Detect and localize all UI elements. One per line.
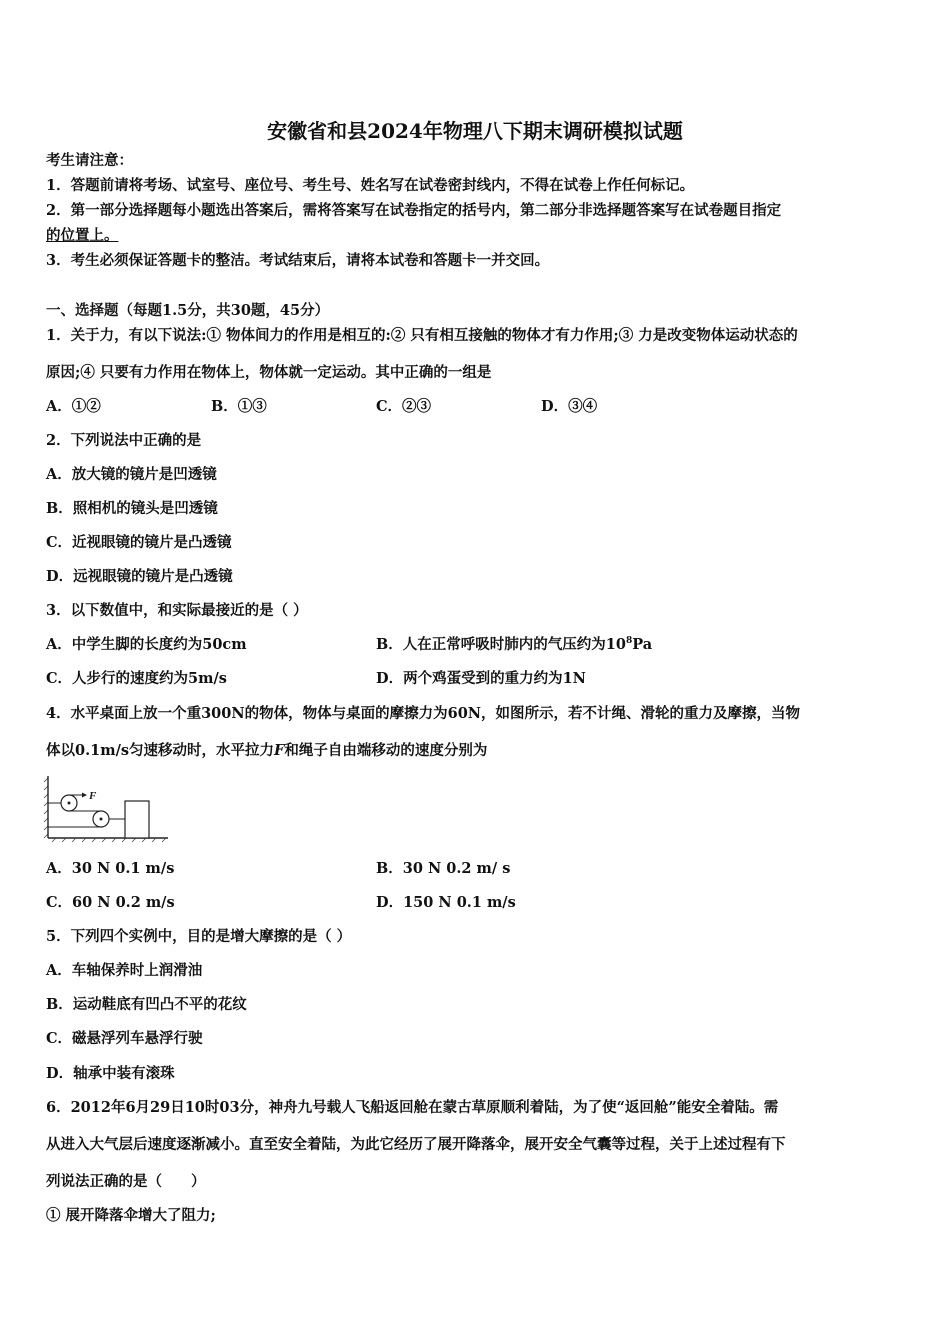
q4-option-a: A．30 N 0.1 m/s [46, 860, 175, 877]
q5-option-c: C．磁悬浮列车悬浮行驶 [46, 1030, 203, 1047]
page-title: 安徽省和县2024年物理八下期末调研模拟试题 [267, 119, 683, 143]
q1-option-a: A．①② [46, 398, 101, 415]
block [125, 801, 149, 838]
section-heading: 一、选择题（每题1.5分，共30题，45分） [46, 302, 330, 319]
notice-item-1: 1．答题前请将考场、试室号、座位号、考生号、姓名写在试卷密封线内，不得在试卷上作任何标记。 [46, 177, 695, 194]
q4-option-d: D．150 N 0.1 m/s [376, 894, 516, 911]
q5-option-b: B．运动鞋底有凹凸不平的花纹 [46, 996, 247, 1013]
q5-option-a: A．车轴保养时上润滑油 [46, 962, 203, 979]
q1-stem-line2: 原因;④ 只要有力作用在物体上，物体就一定运动。其中正确的一组是 [46, 364, 492, 381]
q4-option-b: B．30 N 0.2 m/ s [376, 860, 511, 877]
notice-item-2-cont: 的位置上。 [46, 227, 119, 244]
q6-stem-line2: 从进入大气层后速度逐渐减小。直至安全着陆，为此它经历了展开降落伞，展开安全气囊等过程，关于上述过程有下 [46, 1136, 786, 1153]
q3-option-a: A．中学生脚的长度约为50cm [46, 636, 247, 653]
q6-item-1: ① 展开降落伞增大了阻力; [46, 1207, 216, 1224]
q6-stem-line3: 列说法正确的是（ ） [46, 1173, 206, 1190]
notice-item-3: 3．考生必须保证答题卡的整洁。考试结束后，请将本试卷和答题卡一并交回。 [46, 252, 550, 269]
pulley-figure [42, 776, 172, 844]
q2-stem: 2．下列说法中正确的是 [46, 432, 202, 449]
q1-stem-line1: 1．关于力，有以下说法:① 物体间力的作用是相互的:② 只有相互接触的物体才有力作用;③ 力是改变物体运动状态的 [46, 327, 798, 344]
q5-option-d: D．轴承中装有滚珠 [46, 1065, 175, 1082]
q3-stem: 3．以下数值中，和实际最接近的是（ ） [46, 602, 308, 619]
q1-option-c: C．②③ [376, 398, 432, 415]
q2-option-d: D．远视眼镜的镜片是凸透镜 [46, 568, 233, 585]
q2-option-a: A．放大镜的镜片是凹透镜 [46, 466, 217, 483]
force-label: F [89, 790, 97, 802]
q1-option-b: B．①③ [211, 398, 267, 415]
q3-option-b: B．人在正常呼吸时肺内的气压约为$10^8Pa$ [376, 636, 653, 653]
q2-option-b: B．照相机的镜头是凹透镜 [46, 500, 218, 517]
q6-stem-line1: 6．2012年6月29日10时03分，神舟九号载人飞船返回舱在蒙古草原顺利着陆，为了使“返回舱”能安全着陆。需 [46, 1099, 779, 1116]
q5-stem: 5．下列四个实例中，目的是增大摩擦的是（ ） [46, 928, 352, 945]
q3-option-d: D．两个鸡蛋受到的重力约为1N [376, 670, 586, 687]
q2-option-c: C．近视眼镜的镜片是凸透镜 [46, 534, 232, 551]
q1-option-d: D．③④ [541, 398, 598, 415]
q4-stem-line2: 体以0.1m/s匀速移动时，水平拉力F和绳子自由端移动的速度分别为 [46, 742, 488, 759]
notice-heading: 考生请注意： [46, 152, 133, 169]
q3-option-c: C．人步行的速度约为5m/s [46, 670, 227, 687]
notice-item-2: 2．第一部分选择题每小题选出答案后，需将答案写在试卷指定的括号内，第二部分非选择题答案写在试卷题目指定 [46, 202, 782, 219]
q4-stem-line1: 4．水平桌面上放一个重300N的物体，物体与桌面的摩擦力为60N，如图所示，若不计绳、滑轮的重力及摩擦，当物 [46, 705, 801, 722]
q4-option-c: C．60 N 0.2 m/s [46, 894, 175, 911]
